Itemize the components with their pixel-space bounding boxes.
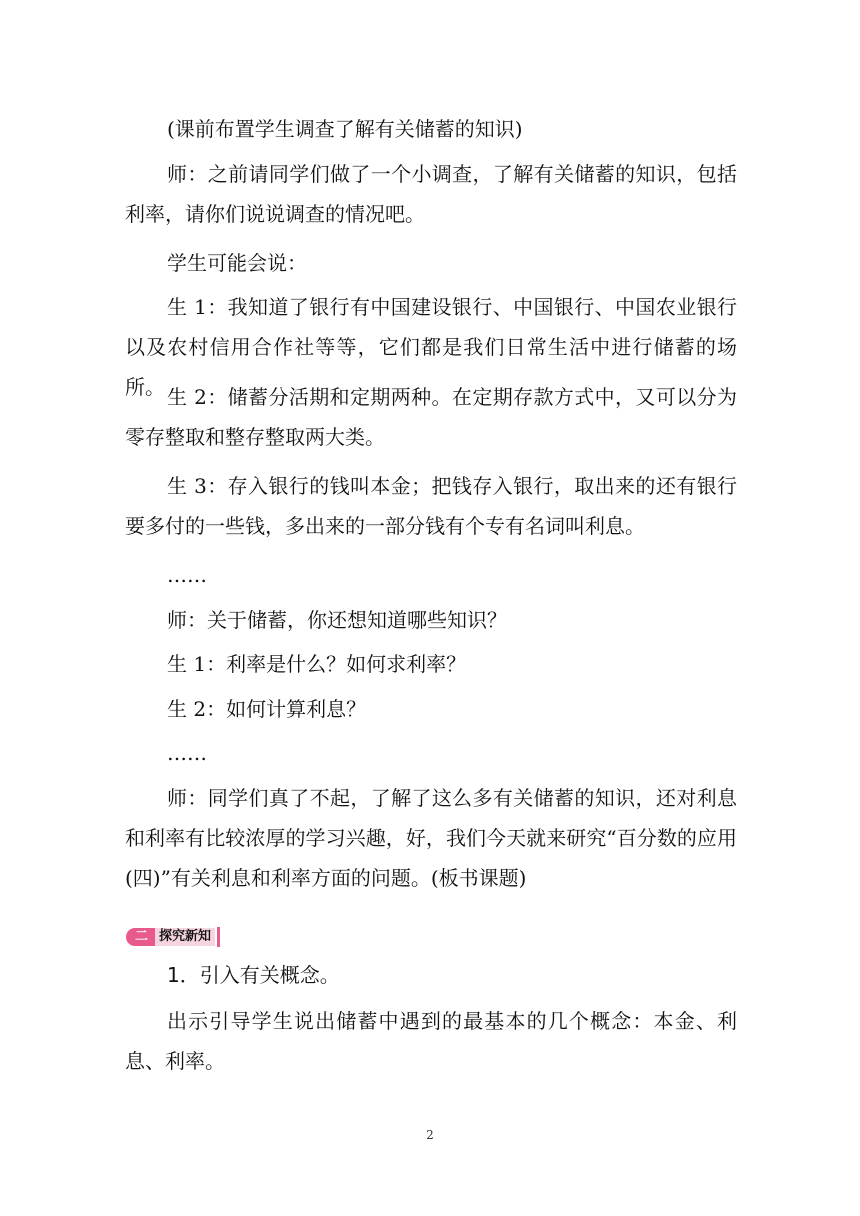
section-title: 探究新知	[155, 928, 215, 946]
paragraph-teacher-3: 师：同学们真了不起，了解了这么多有关储蓄的知识，还对利息和利率有比较浓厚的学习兴趣，好，我们今天就来研究“百分数的应用(四)”有关利息和利率方面的问题。(板书课题)	[125, 786, 737, 890]
paragraph-student-3: 生 3：存入银行的钱叫本金；把钱存入银行，取出来的还有银行要多付的一些钱，多出来的一部分钱有个专有名词叫利息。	[125, 474, 737, 538]
paragraph-student-1: 生 1：我知道了银行有中国建设银行、中国银行、中国农业银行以及农村信用合作社等等，它们都是我们日常生活中进行储蓄的场所。	[125, 295, 737, 399]
paragraph-intro-note: (课前布置学生调查了解有关储蓄的知识)	[167, 117, 523, 141]
section-accent-bar	[217, 927, 220, 947]
paragraph-student-q2: 生 2：如何计算利息？	[167, 697, 367, 721]
paragraph-student-2: 生 2：储蓄分活期和定期两种。在定期存款方式中，又可以分为零存整取和整存整取两大类。	[125, 385, 737, 449]
page-number: 2	[426, 1128, 434, 1142]
subheading-introduce-concepts: 1．引入有关概念。	[167, 963, 340, 987]
paragraph-teacher-1: 师：之前请同学们做了一个小调查，了解有关储蓄的知识，包括利率，请你们说说调查的情况吧。	[125, 162, 737, 226]
paragraph-teacher-2: 师：关于储蓄，你还想知道哪些知识？	[167, 608, 507, 632]
paragraph-concepts: 出示引导学生说出储蓄中遇到的最基本的几个概念：本金、利息、利率。	[125, 1009, 737, 1073]
paragraph-student-q1: 生 1：利率是什么？如何求利率？	[167, 652, 467, 676]
section-header-badge	[126, 927, 220, 947]
paragraph-ellipsis-2: ……	[167, 741, 207, 765]
paragraph-ellipsis-1: ……	[167, 563, 207, 587]
section-number: 二	[126, 928, 155, 946]
paragraph-students-may-say: 学生可能会说：	[167, 251, 307, 275]
